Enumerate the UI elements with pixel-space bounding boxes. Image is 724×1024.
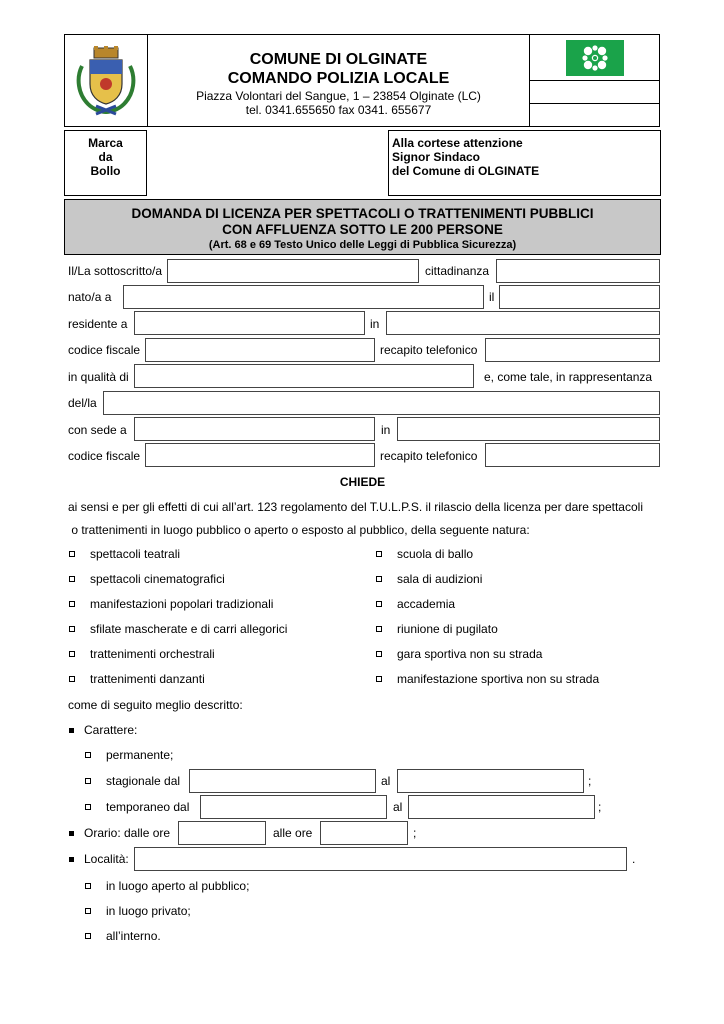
form-title-line-3: (Art. 68 e 69 Testo Unico delle Leggi di Pubblica Sicurezza)	[208, 239, 517, 251]
orario-dalle-input[interactable]	[178, 821, 266, 845]
codice-fiscale-label-1: codice fiscale	[68, 343, 141, 357]
recapito-input-2[interactable]	[485, 443, 660, 467]
rappresentanza-label: e, come tale, in rappresentanza	[484, 370, 653, 384]
luogo-aperto-label: in luogo aperto al pubblico;	[106, 879, 250, 893]
residente-label: residente a	[68, 317, 128, 331]
option-label: spettacoli cinematografici	[90, 572, 225, 586]
localita-label: Località:	[84, 852, 129, 866]
sottoscritto-label: Il/La sottoscritto/a	[68, 264, 163, 278]
stagionale-semicolon: ;	[588, 774, 592, 788]
option-label: accademia	[397, 597, 456, 611]
data-nascita-input[interactable]	[499, 285, 660, 309]
option-checkbox[interactable]	[69, 601, 75, 607]
localita-dot: .	[632, 852, 636, 866]
temporaneo-checkbox[interactable]	[85, 804, 91, 810]
luogo-aperto-checkbox[interactable]	[85, 883, 91, 889]
recapito-label-1: recapito telefonico	[380, 343, 478, 357]
lombardia-rose-icon	[566, 40, 624, 76]
bullet-icon	[69, 728, 74, 733]
recipient-line-1: Alla cortese attenzione	[392, 136, 523, 150]
request-text-line-2: o trattenimenti in luogo pubblico o aperto o esposto al pubblico, della seguente natura:	[68, 523, 530, 537]
recapito-label-2: recapito telefonico	[380, 449, 478, 463]
interno-label: all’interno.	[106, 929, 161, 943]
in-label-2: in	[381, 423, 391, 437]
in-label-1: in	[370, 317, 380, 331]
recapito-input-1[interactable]	[485, 338, 660, 362]
option-label: scuola di ballo	[397, 547, 474, 561]
orario-alle-label: alle ore	[273, 826, 313, 840]
stagionale-label: stagionale dal	[106, 774, 181, 788]
il-label: il	[489, 290, 495, 304]
indirizzo-sede-input[interactable]	[397, 417, 660, 441]
residente-input[interactable]	[134, 311, 365, 335]
orario-alle-input[interactable]	[320, 821, 408, 845]
option-checkbox[interactable]	[376, 601, 382, 607]
stagionale-al-input[interactable]	[397, 769, 584, 793]
option-label: spettacoli teatrali	[90, 547, 181, 561]
interno-checkbox[interactable]	[85, 933, 91, 939]
option-checkbox[interactable]	[376, 576, 382, 582]
codice-fiscale-label-2: codice fiscale	[68, 449, 141, 463]
temporaneo-dal-input[interactable]	[200, 795, 387, 819]
cittadinanza-input[interactable]	[496, 259, 660, 283]
option-label: manifestazioni popolari tradizionali	[90, 597, 274, 611]
sede-label: con sede a	[68, 423, 127, 437]
header-flag-divider-1	[529, 80, 660, 81]
option-checkbox[interactable]	[376, 651, 382, 657]
orario-label: Orario: dalle ore	[84, 826, 171, 840]
coat-of-arms-icon	[72, 44, 140, 116]
nato-label: nato/a a	[68, 290, 112, 304]
sede-input[interactable]	[134, 417, 375, 441]
temporaneo-al-label: al	[393, 800, 403, 814]
stamp-line-3: Bollo	[90, 164, 121, 178]
codice-fiscale-input-2[interactable]	[145, 443, 375, 467]
della-input[interactable]	[103, 391, 660, 415]
permanente-checkbox[interactable]	[85, 752, 91, 758]
cittadinanza-label: cittadinanza	[425, 264, 490, 278]
form-title-line-2: CON AFFLUENZA SOTTO LE 200 PERSONE	[222, 222, 503, 237]
header-title-2: COMANDO POLIZIA LOCALE	[227, 70, 450, 87]
option-label: trattenimenti danzanti	[90, 672, 205, 686]
luogo-privato-checkbox[interactable]	[85, 908, 91, 914]
recipient-line-3: del Comune di OLGINATE	[392, 164, 540, 178]
stamp-line-2: da	[98, 150, 113, 164]
stamp-line-1: Marca	[88, 136, 123, 150]
nato-input[interactable]	[123, 285, 484, 309]
stagionale-checkbox[interactable]	[85, 778, 91, 784]
option-label: manifestazione sportiva non su strada	[397, 672, 600, 686]
option-checkbox[interactable]	[376, 676, 382, 682]
codice-fiscale-input-1[interactable]	[145, 338, 375, 362]
option-label: gara sportiva non su strada	[397, 647, 543, 661]
luogo-privato-label: in luogo privato;	[106, 904, 191, 918]
header-title-1: COMUNE DI OLGINATE	[249, 51, 428, 68]
header-phone: tel. 0341.655650 fax 0341. 655677	[245, 103, 432, 117]
bullet-icon	[69, 831, 74, 836]
header-flag-divider-2	[529, 103, 660, 104]
option-checkbox[interactable]	[376, 626, 382, 632]
qualita-label: in qualità di	[68, 370, 129, 384]
temporaneo-label: temporaneo dal	[106, 800, 190, 814]
qualita-input[interactable]	[134, 364, 474, 388]
stagionale-dal-input[interactable]	[189, 769, 376, 793]
option-label: sfilate mascherate e di carri allegorici	[90, 622, 288, 636]
option-label: riunione di pugilato	[397, 622, 498, 636]
della-label: del/la	[68, 396, 97, 410]
form-title-line-1: DOMANDA DI LICENZA PER SPETTACOLI O TRATTENIMENTI PUBBLICI	[131, 206, 594, 221]
stagionale-al-label: al	[381, 774, 391, 788]
request-text-line-1: ai sensi e per gli effetti di cui all’art. 123 regolamento del T.U.L.P.S. il rilascio della licenza per dare spettacoli	[68, 500, 643, 514]
indirizzo-residenza-input[interactable]	[386, 311, 660, 335]
temporaneo-semicolon: ;	[598, 800, 602, 814]
recipient-line-2: Signor Sindaco	[392, 150, 481, 164]
carattere-label: Carattere:	[84, 723, 138, 737]
chiede-heading: CHIEDE	[339, 475, 386, 489]
option-label: trattenimenti orchestrali	[90, 647, 215, 661]
sottoscritto-input[interactable]	[167, 259, 419, 283]
option-label: sala di audizioni	[397, 572, 483, 586]
header-address: Piazza Volontari del Sangue, 1 – 23854 Olginate (LC)	[196, 89, 481, 103]
orario-semicolon: ;	[413, 826, 417, 840]
localita-input[interactable]	[134, 847, 627, 871]
option-checkbox[interactable]	[69, 576, 75, 582]
option-checkbox[interactable]	[69, 651, 75, 657]
option-checkbox[interactable]	[376, 551, 382, 557]
option-checkbox[interactable]	[69, 551, 75, 557]
bullet-icon	[69, 857, 74, 862]
option-checkbox[interactable]	[69, 676, 75, 682]
permanente-label: permanente;	[106, 748, 174, 762]
option-checkbox[interactable]	[69, 626, 75, 632]
temporaneo-al-input[interactable]	[408, 795, 595, 819]
described-text: come di seguito meglio descritto:	[68, 698, 243, 712]
